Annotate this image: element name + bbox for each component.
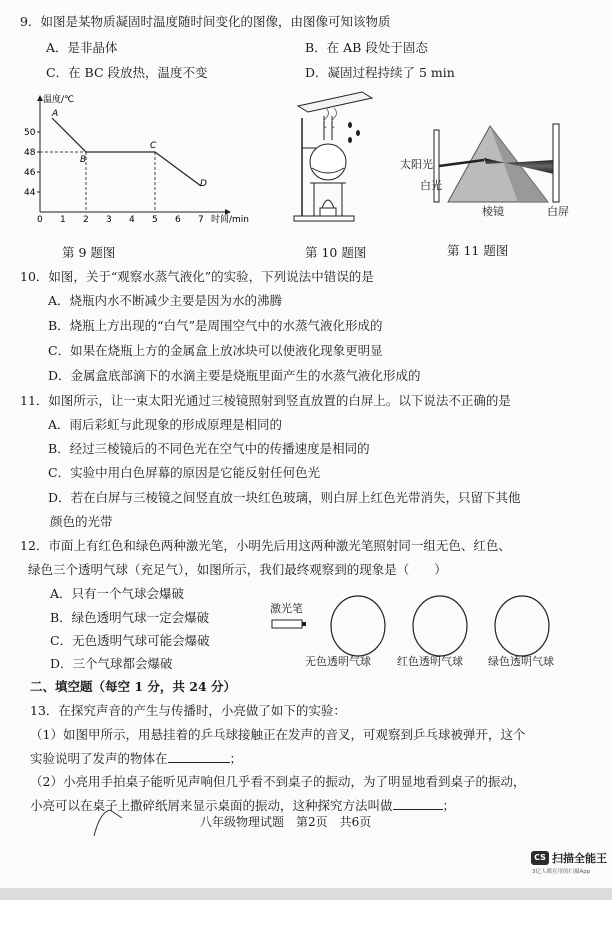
fig9-point-a: A [52, 109, 59, 119]
q11-option-a: A．雨后彩虹与此现象的形成原理是相同的 [48, 417, 283, 432]
q10-option-a: A．烧瓶内水不断减少主要是因为水的沸腾 [48, 293, 283, 308]
q12-laser-pen [272, 620, 302, 628]
q13-stem: 13．在探究声音的产生与传播时，小亮做了如下的实验： [30, 703, 346, 718]
q13-part2-line1: （2）小亮用手拍桌子能听见声响但几乎看不到桌子的振动，为了明显地看到桌子的振动， [30, 774, 526, 789]
q13-part2-end: ； [442, 798, 456, 813]
fig9-xtick-5: 5 [152, 215, 158, 225]
fig9-ytick-48: 48 [24, 148, 36, 158]
q11-stem: 11．如图所示，让一束太阳光通过三棱镜照射到竖直放置的白屏上。以下说法不正确的是 [20, 393, 511, 408]
q10-stem: 10．如图，关于“观察水蒸气液化”的实验，下列说法中错误的是 [20, 269, 374, 284]
fig11-screen [553, 124, 559, 202]
q11-option-d-line1: D．若在白屏与三棱镜之间竖直放一块红色玻璃，则白屏上红色光带消失，只留下其他 [48, 490, 521, 505]
q10-option-c: C．如果在烧瓶上方的金属盒上放冰块可以使液化现象更明显 [48, 343, 383, 358]
q12-stem-line2: 绿色三个透明气球（充足气），如图所示，我们最终观察到的现象是（ ） [28, 562, 447, 577]
bottom-band [0, 888, 612, 900]
fig9-ytick-50: 50 [24, 128, 36, 138]
fig11-caption: 第 11 题图 [447, 243, 509, 258]
q13-blank-1[interactable] [168, 750, 230, 763]
section2-title: 二、填空题（每空 1 分，共 24 分） [30, 679, 237, 694]
q12-balloon3-label: 绿色透明气球 [488, 655, 554, 668]
q11-option-b: B．经过三棱镜后的不同色光在空气中的传播速度是相同的 [48, 441, 370, 456]
fig9-graph [18, 90, 263, 230]
fig10-apparatus [290, 88, 390, 228]
fig9-point-d: D [200, 179, 207, 189]
q11-option-c: C．实验中用白色屏幕的原因是它能反射任何色光 [48, 465, 321, 480]
pen-mark [88, 808, 128, 838]
q9-stem: 9．如图是某物质凝固时温度随时间变化的图像，由图像可知该物质 [20, 14, 391, 29]
q9-option-d: D．凝固过程持续了 5 min [305, 65, 455, 80]
fig9-xtick-7: 7 [198, 215, 204, 225]
fig9-ytick-44: 44 [24, 188, 36, 198]
q12-balloon-red [413, 596, 467, 656]
fig11-label-sunlight: 太阳光 [400, 158, 433, 171]
q13-part1-text: 实验说明了发声的物体在 [30, 751, 168, 766]
fig10-base [294, 216, 354, 221]
camscanner-logo-icon: CS [531, 851, 549, 865]
q12-stem-line1: 12．市面上有红色和绿色两种激光笔，小明先后用这两种激光笔照射同一组无色、红色、 [20, 538, 511, 553]
q12-balloons-figure [268, 590, 568, 660]
q12-laser-label: 激光笔 [270, 602, 303, 615]
q13-part1-end: ； [229, 751, 243, 766]
q10-option-b: B．烧瓶上方出现的“白气”是周围空气中的水蒸气液化形成的 [48, 318, 383, 333]
fig9-curve [52, 118, 201, 186]
fig9-ytick-46: 46 [24, 168, 36, 178]
fig9-xtick-3: 3 [106, 215, 112, 225]
page-footer: 八年级物理试题 第2页 共6页 [200, 815, 372, 829]
q9-option-c: C．在 BC 段放热，温度不变 [46, 65, 208, 80]
q12-option-c: C．无色透明气球可能会爆破 [50, 633, 210, 648]
fig9-caption: 第 9 题图 [62, 245, 116, 260]
q13-blank-2[interactable] [393, 797, 443, 810]
q10-option-d: D．金属盒底部滴下的水滴主要是烧瓶里面产生的水蒸气液化形成的 [48, 368, 421, 383]
fig10-lamp [322, 200, 334, 208]
q9-option-a: A．是非晶体 [46, 40, 118, 55]
q12-option-a: A．只有一个气球会爆破 [50, 586, 185, 601]
fig9-point-b: B [80, 155, 87, 165]
fig9-point-c: C [150, 141, 157, 151]
fig11-label-screen: 白屏 [547, 205, 569, 218]
fig9-xtick-1: 1 [60, 215, 66, 225]
fig9-xtick-2: 2 [83, 215, 89, 225]
q13-part2-text: 小亮可以在桌子上撒碎纸屑来显示桌面的振动，这种探究方法叫做 [30, 798, 393, 813]
q12-balloon2-label: 红色透明气球 [397, 655, 463, 668]
fig10-caption: 第 10 题图 [305, 245, 367, 260]
q13-part1-line1: （1）如图甲所示，用悬挂着的乒乓球接触正在发声的音叉，可观察到乒乓球被弹开，这个 [30, 727, 526, 742]
fig9-xtick-6: 6 [175, 215, 181, 225]
fig11-label-whitelight: 白光 [420, 179, 442, 192]
q12-option-d: D．三个气球都会爆破 [50, 656, 173, 671]
q12-option-b: B．绿色透明气球一定会爆破 [50, 610, 210, 625]
fig10-flask [310, 144, 346, 180]
fig9-xtick-4: 4 [129, 215, 135, 225]
q12-balloon1-label: 无色透明气球 [305, 655, 371, 668]
watermark-app-name: 扫描全能王 [552, 852, 607, 865]
fig11-label-prism: 棱镜 [482, 205, 504, 218]
fig9-xtick-0: 0 [37, 215, 43, 225]
q9-option-b: B．在 AB 段处于固态 [305, 40, 428, 55]
q12-balloon-green [495, 596, 549, 656]
watermark-subtitle: 3亿人都在用的扫描App [532, 869, 591, 875]
fig9-ylabel: 温度/℃ [43, 95, 75, 105]
q13-part1-line2 [30, 750, 242, 767]
q11-option-d-line2: 颜色的光带 [50, 514, 113, 529]
fig9-xlabel: 时间/min [211, 215, 250, 225]
q12-balloon-clear [331, 596, 385, 656]
